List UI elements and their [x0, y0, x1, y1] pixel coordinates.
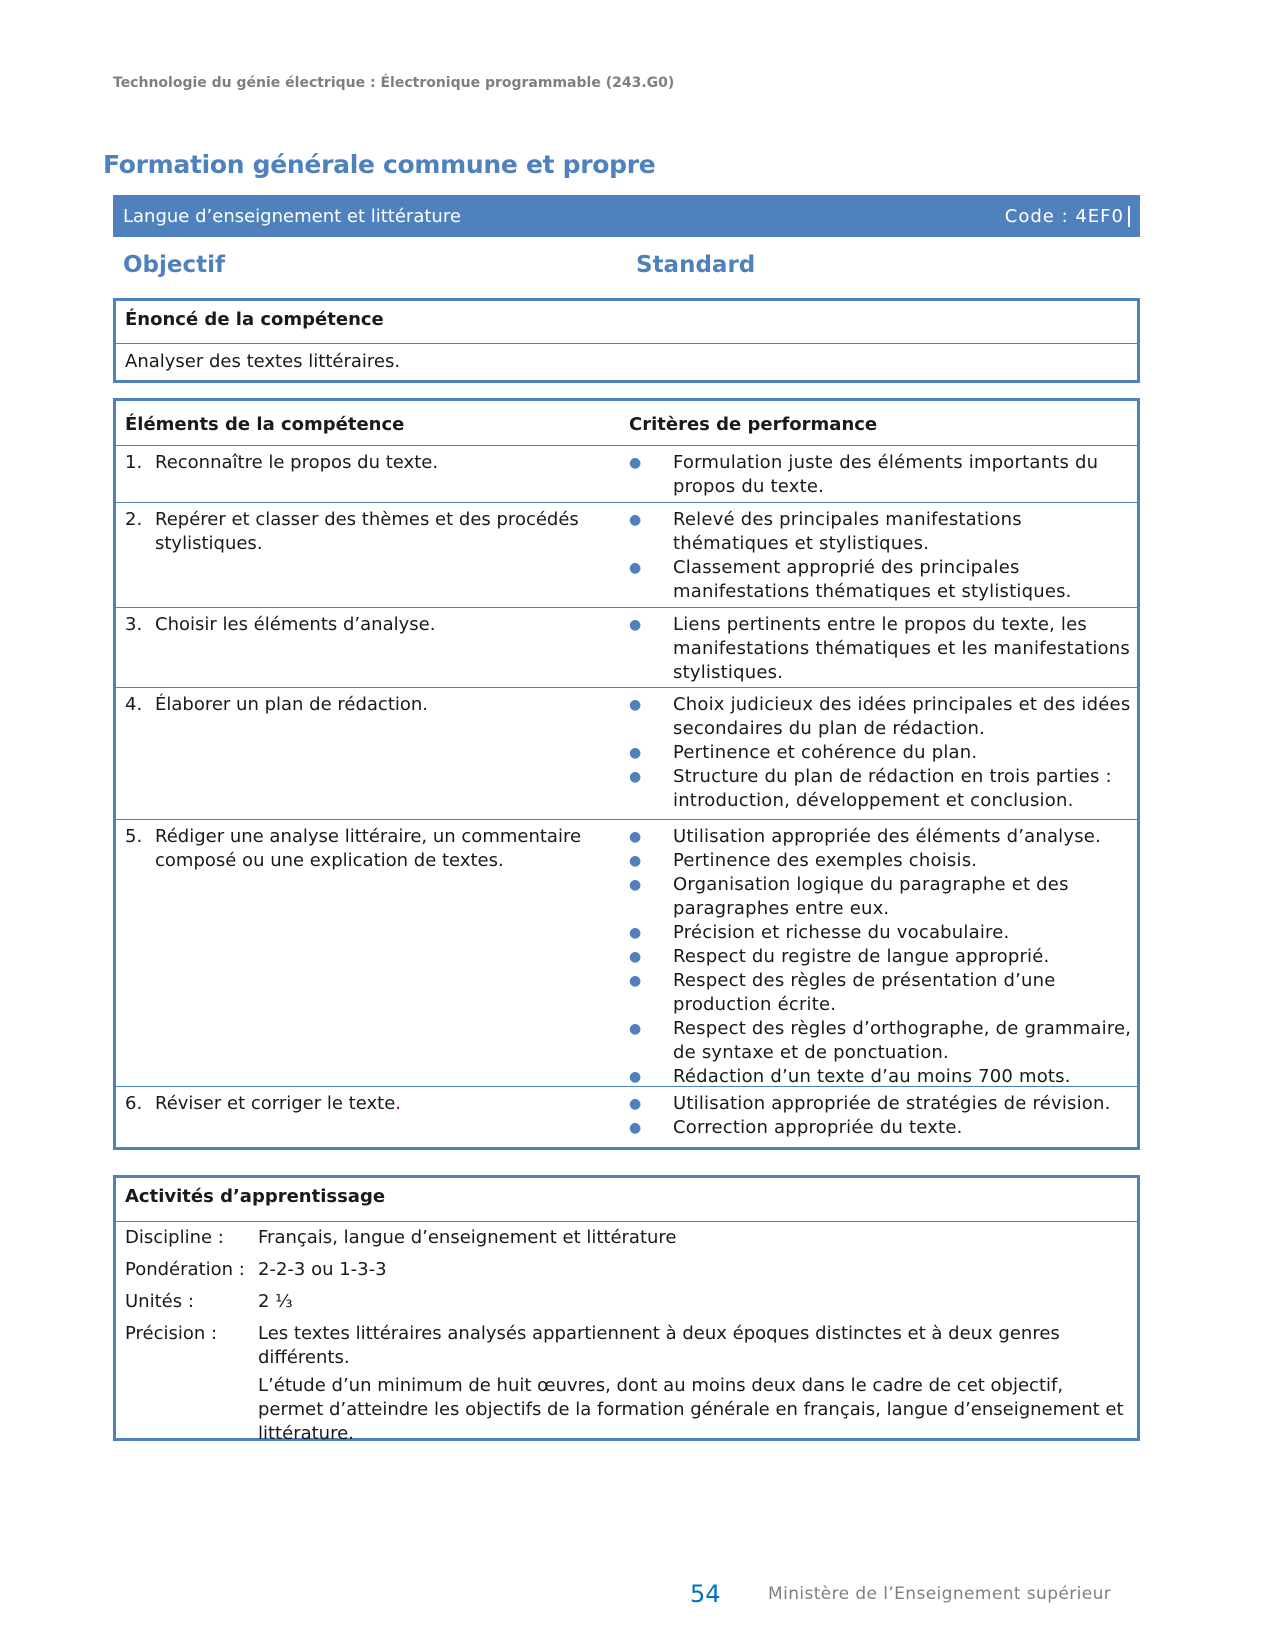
bullet-icon: ● [629, 949, 642, 965]
criteria-item [629, 969, 1133, 1017]
criteria-cell [629, 820, 1137, 1086]
element-cell [116, 820, 629, 1086]
element-cell [116, 688, 629, 819]
criteria-item [629, 1065, 1133, 1089]
table-row [116, 503, 1137, 608]
activity-label: Discipline : [125, 1227, 224, 1248]
activity-value [258, 1258, 1128, 1286]
activity-row [125, 1322, 1128, 1450]
bullet-icon: ● [629, 1069, 642, 1085]
activity-row [125, 1226, 1128, 1254]
bullet-icon: ● [629, 512, 642, 528]
element-number: 3. [125, 614, 143, 635]
criteria-item [629, 1116, 1133, 1140]
criteria-text: Utilisation appropriée de stratégies de révision. [673, 1093, 1111, 1114]
element-number: 4. [125, 694, 143, 715]
element-cell [116, 446, 629, 502]
activities-body [116, 1222, 1137, 1458]
enonce-box [113, 298, 1140, 383]
bullet-icon: ● [629, 745, 642, 761]
enonce-header: Énoncé de la compétence [116, 301, 1137, 344]
element-text: Élaborer un plan de rédaction. [155, 694, 429, 715]
element-cell [116, 608, 629, 687]
element-text: Repérer et classer des thèmes et des procédés stylistiques. [155, 509, 579, 554]
bullet-icon: ● [629, 455, 642, 471]
criteria-text: Pertinence des exemples choisis. [673, 850, 978, 871]
activities-box [113, 1175, 1140, 1444]
criteria-item [629, 765, 1133, 813]
criteria-text: Liens pertinents entre le propos du texte, les manifestations thématiques et les manifestations stylistiques. [673, 614, 1130, 683]
criteria-list [629, 820, 1133, 1093]
element-suffix: . [395, 1093, 402, 1114]
course-code: Code : 4EF0 [1005, 206, 1130, 227]
element-cell [116, 1087, 629, 1147]
criteria-item [629, 825, 1133, 849]
criteria-cell [629, 446, 1137, 502]
elements-header: Éléments de la compétence [125, 413, 405, 435]
running-head: Technologie du génie électrique : Électronique programmable (243.G0) [113, 75, 675, 91]
criteria-text: Organisation logique du paragraphe et des paragraphes entre eux. [673, 874, 1069, 919]
table-row [116, 608, 1137, 688]
activity-label: Pondération : [125, 1259, 245, 1280]
criteria-cell [629, 608, 1137, 687]
criteria-cell [629, 688, 1137, 819]
bullet-icon: ● [629, 769, 642, 785]
section-title: Formation générale commune et propre [103, 150, 656, 179]
bullet-icon: ● [629, 1096, 642, 1112]
page-number: 54 [690, 1580, 721, 1608]
activity-row [125, 1258, 1128, 1286]
activity-label: Unités : [125, 1291, 194, 1312]
criteria-text: Précision et richesse du vocabulaire. [673, 922, 1010, 943]
bullet-icon: ● [629, 973, 642, 989]
activity-value-paragraph: Les textes littéraires analysés appartiennent à deux époques distinctes et à deux genres différents. [258, 1323, 1060, 1368]
table-row [116, 688, 1137, 820]
element-number: 6. [125, 1093, 143, 1114]
element-number: 5. [125, 826, 143, 847]
activity-value-paragraph: L’étude d’un minimum de huit œuvres, dont au moins deux dans le cadre de cet objectif, permet d’atteindre les objectifs de la formation générale en français, langue d’enseignement et littérature. [258, 1375, 1124, 1444]
activity-value-paragraph: Français, langue d’enseignement et littérature [258, 1227, 677, 1248]
criteria-text: Respect du registre de langue approprié. [673, 946, 1050, 967]
table-header-row [116, 401, 1137, 446]
activity-value [258, 1322, 1128, 1450]
criteria-item [629, 1092, 1133, 1116]
criteria-item [629, 873, 1133, 921]
bullet-icon: ● [629, 829, 642, 845]
criteria-text: Structure du plan de rédaction en trois parties : introduction, développement et conclusion. [673, 766, 1112, 811]
table-row [116, 820, 1137, 1087]
activity-value [258, 1290, 1128, 1318]
bullet-icon: ● [629, 697, 642, 713]
criteria-item [629, 556, 1133, 604]
element-text: Reconnaître le propos du texte. [155, 452, 439, 473]
criteria-list [629, 608, 1133, 689]
standard-heading: Standard [636, 252, 756, 278]
bullet-icon: ● [629, 617, 642, 633]
element-number: 1. [125, 452, 143, 473]
criteria-list [629, 503, 1133, 608]
criteria-item [629, 693, 1133, 741]
criteria-cell [629, 503, 1137, 607]
criteria-text: Correction appropriée du texte. [673, 1117, 963, 1138]
activity-value-paragraph: 2-2-3 ou 1-3-3 [258, 1259, 387, 1280]
criteria-header: Critères de performance [629, 413, 878, 435]
criteria-cell [629, 1087, 1137, 1147]
activity-row [125, 1290, 1128, 1318]
competence-table [113, 398, 1140, 1150]
criteria-list [629, 446, 1133, 503]
criteria-text: Classement approprié des principales manifestations thématiques et stylistiques. [673, 557, 1072, 602]
table-row [116, 1087, 1137, 1147]
element-text: Réviser et corriger le texte. [155, 1093, 402, 1114]
element-text: Choisir les éléments d’analyse. [155, 614, 436, 635]
criteria-item [629, 849, 1133, 873]
element-number: 2. [125, 509, 143, 530]
criteria-list [629, 688, 1133, 817]
activity-label: Précision : [125, 1323, 218, 1344]
criteria-item [629, 921, 1133, 945]
criteria-item [629, 508, 1133, 556]
bullet-icon: ● [629, 560, 642, 576]
criteria-text: Relevé des principales manifestations thématiques et stylistiques. [673, 509, 1022, 554]
criteria-text: Formulation juste des éléments importants du propos du texte. [673, 452, 1099, 497]
criteria-list [629, 1087, 1133, 1144]
criteria-item [629, 741, 1133, 765]
table-body [116, 446, 1137, 1147]
element-cell [116, 503, 629, 607]
activities-header: Activités d’apprentissage [116, 1178, 1137, 1222]
criteria-item [629, 451, 1133, 499]
bullet-icon: ● [629, 1120, 642, 1136]
criteria-text: Rédaction d’un texte d’au moins 700 mots. [673, 1066, 1071, 1087]
criteria-text: Pertinence et cohérence du plan. [673, 742, 978, 763]
bullet-icon: ● [629, 1021, 642, 1037]
course-name: Langue d’enseignement et littérature [123, 205, 461, 227]
criteria-text: Choix judicieux des idées principales et des idées secondaires du plan de rédaction. [673, 694, 1131, 739]
criteria-text: Respect des règles de présentation d’une production écrite. [673, 970, 1056, 1015]
bullet-icon: ● [629, 877, 642, 893]
criteria-text: Respect des règles d’orthographe, de grammaire, de syntaxe et de ponctuation. [673, 1018, 1132, 1063]
criteria-item [629, 613, 1133, 685]
bullet-icon: ● [629, 853, 642, 869]
criteria-text: Utilisation appropriée des éléments d’analyse. [673, 826, 1102, 847]
criteria-item [629, 1017, 1133, 1065]
bullet-icon: ● [629, 925, 642, 941]
criteria-item [629, 945, 1133, 969]
table-row [116, 446, 1137, 503]
objective-heading: Objectif [123, 252, 226, 278]
enonce-text: Analyser des textes littéraires. [125, 351, 401, 372]
course-bar [113, 195, 1140, 237]
footer-organization: Ministère de l’Enseignement supérieur [768, 1584, 1112, 1604]
activity-value [258, 1226, 1128, 1254]
element-text: Rédiger une analyse littéraire, un commentaire composé ou une explication de textes. [155, 826, 582, 871]
activity-value-paragraph: 2 ⅓ [258, 1291, 293, 1312]
